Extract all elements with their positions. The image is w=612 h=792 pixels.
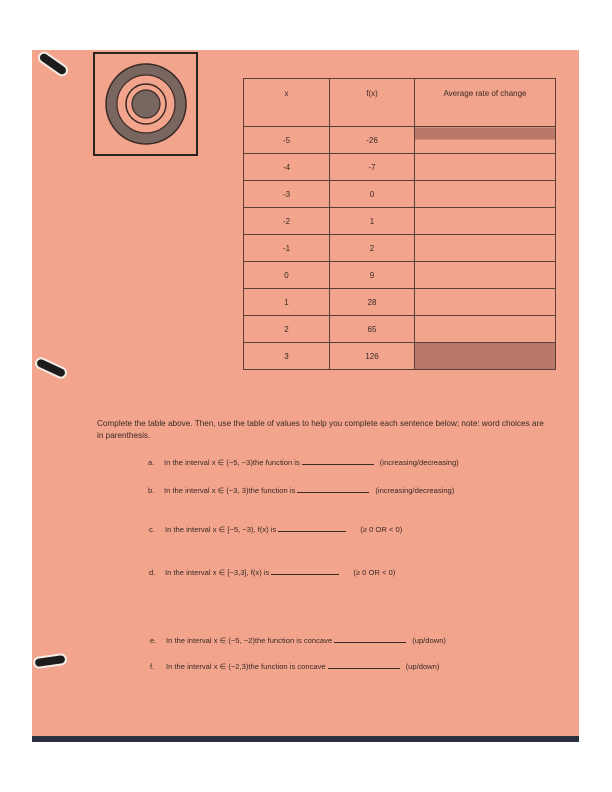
table-row: [244, 127, 556, 154]
x-cell: -3: [244, 181, 330, 208]
fx-cell: 65: [330, 316, 415, 343]
target-logo: [93, 52, 198, 156]
answer-choices: (up/down): [405, 662, 440, 671]
answer-choices: (≥ 0 OR < 0): [353, 568, 396, 577]
question-c: [149, 524, 402, 534]
x-cell: -4: [244, 154, 330, 181]
question-letter: e.: [150, 636, 157, 645]
answer-choices: (increasing/decreasing): [379, 458, 459, 467]
target-icon: [101, 59, 191, 149]
paper-edge: [32, 736, 579, 742]
table-row: [244, 181, 556, 208]
instructions-text: Complete the table above. Then, use the table of values to help you complete each sentence below; note: word choices are in parenthesis.: [97, 419, 544, 440]
fx-cell: 9: [330, 262, 415, 289]
question-text: In the interval x ∈ (−3, 3)the function is: [164, 486, 296, 495]
rate-cell[interactable]: [415, 289, 556, 316]
x-cell: -1: [244, 235, 330, 262]
rate-cell[interactable]: [415, 316, 556, 343]
question-text: In the interval x ∈ (−5, −2)the function is concave: [166, 636, 333, 645]
question-letter: f.: [150, 662, 155, 671]
header-fx: f(x): [330, 79, 415, 127]
table-row: [244, 343, 556, 370]
table-row: [244, 235, 556, 262]
x-cell: -5: [244, 127, 330, 154]
fx-cell: -26: [330, 127, 415, 154]
fx-cell: 126: [330, 343, 415, 370]
x-cell: 1: [244, 289, 330, 316]
answer-blank[interactable]: [302, 457, 374, 465]
rate-cell[interactable]: [415, 181, 556, 208]
question-f: [150, 661, 439, 671]
question-text: In the interval x ∈ (−2,3)the function is concave: [166, 662, 326, 671]
question-b: [148, 485, 454, 495]
answer-choices: (≥ 0 OR < 0): [360, 525, 403, 534]
answer-choices: (up/down): [412, 636, 446, 645]
rate-cell[interactable]: [415, 154, 556, 181]
table-row: [244, 154, 556, 181]
fx-cell: 28: [330, 289, 415, 316]
question-d: [149, 567, 395, 577]
question-e: [150, 635, 446, 645]
question-text: In the interval x ∈ (−5, −3)the function is: [164, 458, 300, 467]
table-row: [244, 289, 556, 316]
question-text: In the interval x ∈ [−3,3], f(x) is: [165, 568, 270, 577]
header-rate: Average rate of change: [415, 79, 556, 127]
rate-cell[interactable]: [415, 208, 556, 235]
x-cell: 0: [244, 262, 330, 289]
x-cell: 3: [244, 343, 330, 370]
question-letter: d.: [149, 568, 156, 577]
fx-cell: 2: [330, 235, 415, 262]
answer-blank[interactable]: [328, 661, 400, 669]
table-row: [244, 316, 556, 343]
table-row: [244, 208, 556, 235]
fx-cell: 0: [330, 181, 415, 208]
rate-cell[interactable]: [415, 262, 556, 289]
answer-choices: (increasing/decreasing): [375, 486, 455, 495]
question-letter: a.: [148, 458, 155, 467]
question-a: [148, 457, 459, 467]
rate-cell[interactable]: [415, 235, 556, 262]
answer-blank[interactable]: [334, 635, 406, 643]
fx-cell: 1: [330, 208, 415, 235]
answer-blank[interactable]: [278, 524, 346, 532]
rate-cell[interactable]: [415, 127, 556, 154]
answer-blank[interactable]: [271, 567, 339, 575]
values-table: [243, 78, 556, 370]
x-cell: 2: [244, 316, 330, 343]
x-cell: -2: [244, 208, 330, 235]
header-x: x: [244, 79, 330, 127]
question-letter: c.: [149, 525, 155, 534]
question-letter: b.: [148, 486, 155, 495]
rate-cell-shaded: [415, 343, 556, 370]
fx-cell: -7: [330, 154, 415, 181]
question-text: In the interval x ∈ [−5, −3), f(x) is: [165, 525, 277, 534]
table-row: [244, 262, 556, 289]
answer-blank[interactable]: [297, 485, 369, 493]
